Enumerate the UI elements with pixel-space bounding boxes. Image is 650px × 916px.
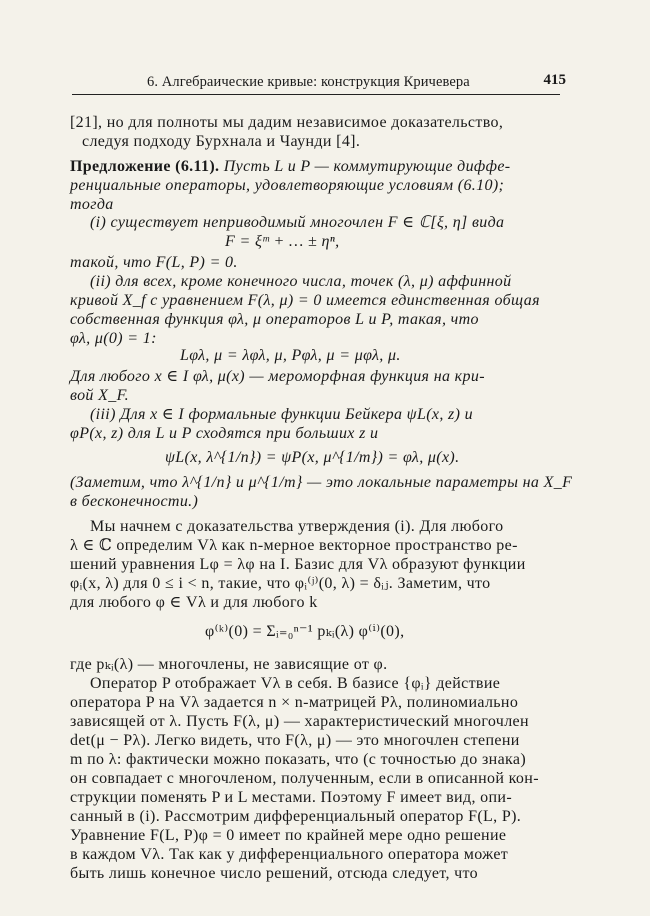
text-line: (i) существует неприводимый многочлен F ∈ ℂ[ξ, η] вида	[90, 214, 505, 231]
text-line: быть лишь конечное число решений, отсюда следует, что	[70, 865, 479, 882]
display-formula: φ⁽ᵏ⁾(0) = Σᵢ₌₀ⁿ⁻¹ pₖᵢ(λ) φ⁽ⁱ⁾(0),	[205, 623, 405, 640]
text-line: тогда	[70, 196, 114, 213]
page-number: 415	[543, 72, 566, 88]
text-span: Пусть L и P — коммутирующие диффе-	[223, 158, 511, 175]
proposition-title: Предложение (6.11).	[70, 158, 220, 175]
running-header	[72, 72, 566, 95]
text-line: оператора P на Vλ задается n × n-матрицей Pλ, полиномиально	[70, 694, 519, 711]
text-line: Уравнение F(L, P)φ = 0 имеет по крайней мере одно решение	[70, 827, 507, 844]
display-formula: ψL(x, λ^{1/n}) = ψP(x, μ^{1/m}) = φλ, μ(x).	[165, 449, 460, 466]
text-line: (Заметим, что λ^{1/n} и μ^{1/m} — это локальные параметры на X_F	[70, 474, 573, 491]
text-line: (iii) Для x ∈ I формальные функции Бейкера ψL(x, z) и	[90, 406, 474, 423]
text-line: (ii) для всех, кроме конечного числа, точек (λ, μ) аффинной	[90, 273, 512, 290]
text-line: φP(x, z) для L и P сходятся при больших z и	[70, 425, 379, 442]
text-line: det(μ − Pλ). Легко видеть, что F(λ, μ) — это многочлен степени	[70, 732, 520, 749]
text-line: λ ∈ ℂ определим Vλ как n-мерное векторное пространство ре-	[70, 537, 518, 554]
text-line: зависящей от λ. Пусть F(λ, μ) — характеристический многочлен	[70, 713, 529, 730]
text-line: собственная функция φλ, μ операторов L и P, такая, что	[70, 311, 479, 328]
text-line: вой X_F.	[70, 387, 130, 404]
text-line: шений уравнения Lφ = λφ на I. Базис для Vλ образуют функции	[70, 556, 526, 573]
proposition-line	[70, 157, 511, 176]
text-line: m по λ: фактически можно показать, что (с точностью до знака)	[70, 751, 527, 768]
text-line: Оператор P отображает Vλ в себя. В базисе {φᵢ} действие	[90, 675, 501, 692]
display-formula: F = ξᵐ + … ± ηⁿ,	[225, 233, 340, 250]
text-line: где pₖᵢ(λ) — многочлены, не зависящие от φ.	[70, 656, 388, 673]
text-line: φλ, μ(0) = 1:	[70, 330, 157, 347]
running-title: 6. Алгебраические кривые: конструкция Кричевера	[147, 74, 470, 90]
text-line: ренциальные операторы, удовлетворяющие условиям (6.10);	[70, 177, 505, 194]
text-line: такой, что F(L, P) = 0.	[70, 254, 238, 271]
text-line: [21], но для полноты мы дадим независимое доказательство,	[70, 114, 504, 131]
text-line: для любого φ ∈ Vλ и для любого k	[70, 594, 318, 611]
text-line: санный в (i). Рассмотрим дифференциальный оператор F(L, P).	[70, 808, 522, 825]
text-line: Для любого x ∈ I φλ, μ(x) — мероморфная функция на кри-	[70, 368, 485, 385]
display-formula: Lφλ, μ = λφλ, μ, Pφλ, μ = μφλ, μ.	[180, 347, 401, 364]
text-line: он совпадает с многочленом, полученным, если в описанной кон-	[70, 770, 539, 787]
text-line: кривой X_f с уравнением F(λ, μ) = 0 имеется единственная общая	[70, 292, 540, 309]
text-line: Мы начнем с доказательства утверждения (i). Для любого	[90, 518, 504, 535]
text-line: φᵢ(x, λ) для 0 ≤ i < n, такие, что φᵢ⁽ʲ⁾(0, λ) = δᵢⱼ. Заметим, что	[70, 575, 491, 592]
text-line: в бесконечности.)	[70, 493, 199, 510]
text-line: следуя подходу Бурхнала и Чаунди [4].	[82, 133, 361, 150]
text-line: в каждом Vλ. Так как у дифференциального оператора может	[70, 846, 509, 863]
text-line: струкции поменять P и L местами. Поэтому F имеет вид, опи-	[70, 789, 512, 806]
